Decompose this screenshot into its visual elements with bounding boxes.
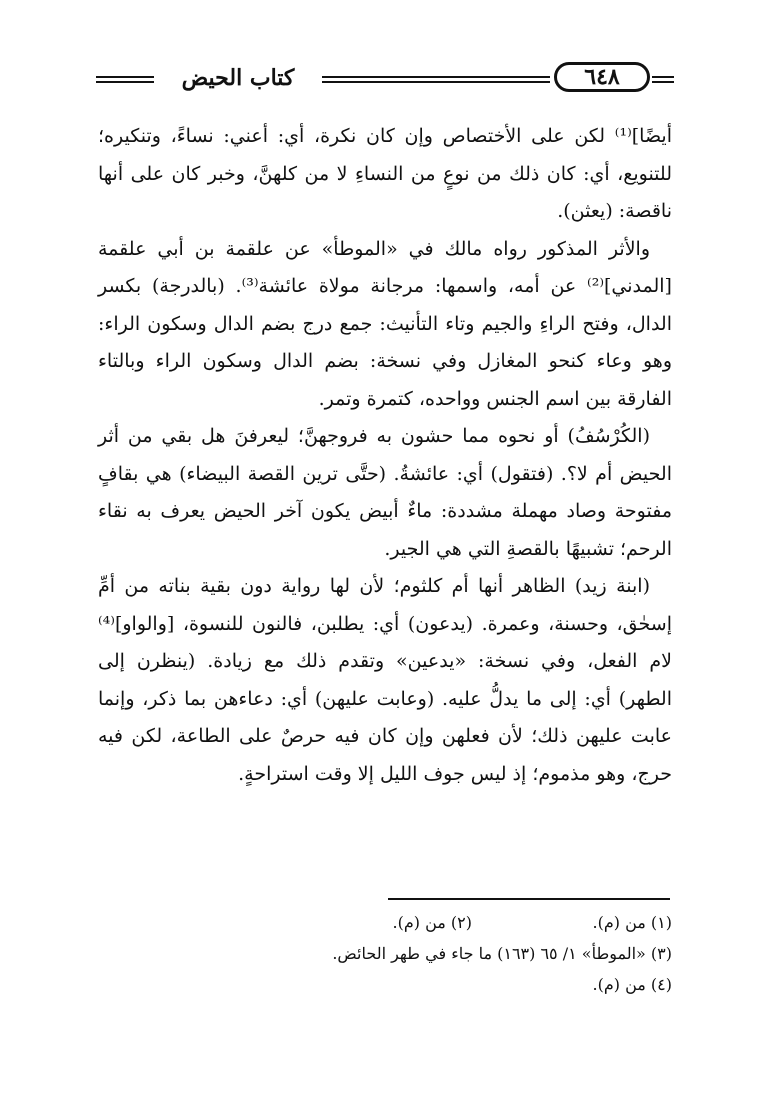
- footnote-1: (١) من (م).: [592, 913, 672, 932]
- footnotes: [240, 907, 672, 1000]
- page-header: [96, 60, 674, 100]
- paragraph-3: (الكُرْسُفُ) أو نحوه مما حشون به فروجهنَّ؛ ليعرفنَ هل بقي من أثر الحيض أم لا؟. (فتقول) أي: عائشةُ. (حتَّى ترين القصة البيضاء) هي بقافٍ مفتوحة وصاد مهملة مشددة: ماءٌ أبيض يكون آخر الحيض يعرف به نقاء الرحم؛ تشبيهًا بالقصةِ التي هي الجير.: [98, 425, 672, 560]
- main-text: [98, 118, 672, 793]
- footnote-4: (٤) من (م).: [592, 975, 672, 994]
- footnote-3: (٣) «الموطأ» ١/ ٦٥ (١٦٣) ما جاء في طهر الحائض.: [332, 944, 672, 963]
- header-rule-middle: [322, 76, 550, 78]
- page-number-frame: [554, 62, 650, 92]
- page-number: ٦٤٨: [584, 64, 620, 90]
- running-title: كتاب الحيض: [181, 65, 295, 91]
- header-rule-left-lower: [96, 81, 154, 83]
- footnote-2: (٢) من (م).: [392, 913, 472, 932]
- footnote-row-1: [240, 907, 672, 938]
- header-rule-middle-lower: [322, 81, 550, 83]
- paragraph-2: والأثر المذكور رواه مالك في «الموطأ» عن علقمة بن أبي علقمة [المدني]⁽²⁾ عن أمه، واسمها: مرجانة مولاة عائشة⁽³⁾. (بالدرجة) بكسر الدال، وفتح الراءِ والجيم وتاء التأنيث: جمع درج بضم الدال وسكون الراء: وهو وعاء كنحو المغازل وفي نسخة: بضم الدال وسكون الراء وبالتاء الفارقة بين اسم الجنس وواحده، كتمرة وتمر.: [98, 237, 672, 410]
- header-rule-right: [652, 76, 674, 78]
- header-rule-right-lower: [652, 81, 674, 83]
- header-rule-left: [96, 76, 154, 78]
- paragraph-4: (ابنة زيد) الظاهر أنها أم كلثوم؛ لأن لها رواية دون بقية بناته من أمِّ إسحٰق، وحسنة، وعمرة. (يدعون) أي: يطلبن، فالنون للنسوة، [والواو]⁽⁴⁾ لام الفعل، وفي نسخة: «يدعين» وتقدم ذلك مع زيادة. (ينظرن إلى الطهر) أي: إلى ما يدلُّ عليه. (وعابت عليهن) أي: دعاءهن بما ذكر، وإنما عابت عليهن ذلك؛ لأن فعلهن وإن كان فيه حرصٌ على الطاعة، لكن فيه حرج، وهو مذموم؛ إذ ليس جوف الليل إلا وقت استراحةٍ.: [98, 575, 672, 785]
- paragraph-1: أيضًا]⁽¹⁾ لكن على الأختصاص وإن كان نكرة، أي: أعني: نساءً، وتنكيره؛ للتنويع، أي: كان ذلك من نوعٍ من النساءِ لا من كلهنَّ، وخبر كان على أنها ناقصة: (يعثن).: [98, 125, 672, 222]
- footnote-separator: [388, 898, 670, 900]
